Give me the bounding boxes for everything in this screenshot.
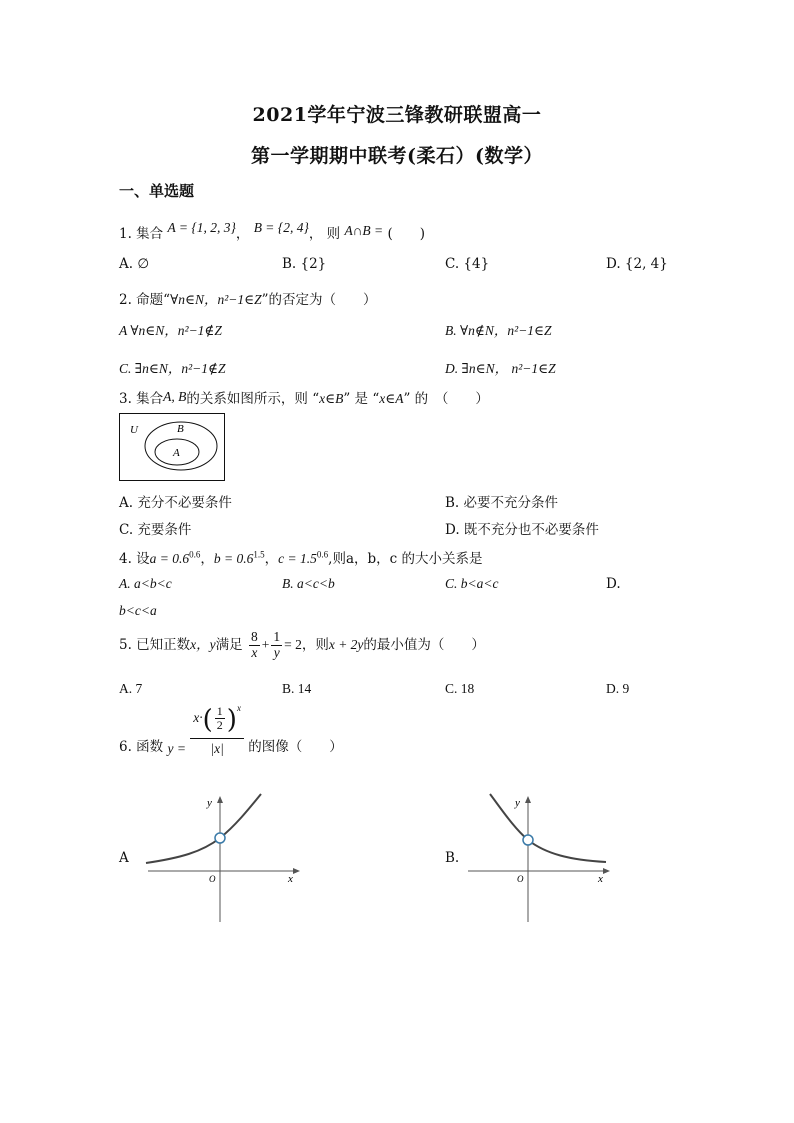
q3-option-b[interactable]: B. 必要不充分条件 [445,495,559,511]
fraction-1-over-y: $\frac{1}{y}$ [273,629,281,660]
q4-option-a[interactable]: A. a<b<c [119,576,172,591]
q1-option-c[interactable]: C. {4} [445,256,490,272]
graph-option-a [140,790,305,925]
q2-option-c[interactable]: C. ∃n∈N，n²−1∉Z [119,361,226,376]
set-a-def: A = {1, 2, 3} [167,220,236,235]
axis-label-y: y [515,797,520,809]
axis-label-x: x [288,873,293,885]
q4-option-d-value: b<c<a [119,603,157,618]
q2-option-a[interactable]: A ∀n∈N，n²−1∉Z [119,323,222,338]
intersection-expr: A∩B = [344,223,384,238]
q4-option-d[interactable]: D. [606,576,621,592]
exam-title-line1: 2021学年宁波三锋教研联盟高一 [252,104,542,126]
label-a: A [173,447,180,459]
y-arrow-icon [525,796,531,803]
q6-option-b[interactable]: B. [445,850,460,866]
curve [490,794,606,862]
set-b-def: B = {2, 4} [253,220,309,235]
q3-option-a[interactable]: A. 充分不必要条件 [119,495,232,511]
x-arrow-icon [603,868,610,874]
label-b: B [177,423,184,435]
q2-option-d[interactable]: D. ∃n∈N， n²−1∈Z [445,361,556,376]
curve [146,794,261,863]
q3-option-c[interactable]: C. 充要条件 [119,522,192,538]
y-arrow-icon [217,796,223,803]
q1-option-a[interactable]: A. ∅ [119,256,150,272]
q5-option-c[interactable]: C. 18 [445,681,475,696]
venn-diagram [119,413,225,481]
function-fraction: x·( $\frac{1}{2}$ )$^x$ |x| [190,707,244,757]
question-4-stem: 4. 设$a = 0.6^{0.6}$，$b = 0.6^{1.5}$，$c = 1.5^{0.6}$,则a，b，c 的大小关系是 [119,549,483,567]
q6-option-a[interactable]: A [119,850,129,866]
q4-option-b[interactable]: B. a<c<b [282,576,335,591]
q4-option-c[interactable]: C. b<a<c [445,576,499,591]
question-2-stem: 2. 命题“∀n∈N，n²−1∈Z”的否定为（ ） [119,292,377,308]
q5-option-b[interactable]: B. 14 [282,681,312,696]
q2-option-b[interactable]: B. ∀n∉N，n²−1∈Z [445,323,552,338]
q3-option-d[interactable]: D. 既不充分也不必要条件 [445,522,599,538]
graph-option-b [460,790,625,925]
axis-label-y: y [207,797,212,809]
question-6-stem: 6. 函数 y = x·( $\frac{1}{2}$ )$^x$ |x| 的图像（ ） [119,702,343,757]
q1-option-d[interactable]: D. {2, 4} [606,256,668,272]
section-heading: 一、单选题 [119,182,195,200]
origin-label: O [517,874,524,884]
origin-label: O [209,874,216,884]
proposition: ∀n∈N，n²−1∈Z [170,292,262,307]
q1-option-b[interactable]: B. {2} [282,256,327,272]
x-arrow-icon [293,868,300,874]
question-5-stem: 5. 已知正数x，y满足 $\frac{8}{x}$ + $\frac{1}{y}$ = 2，则x + 2y的最小值为（ ） [119,629,485,660]
question-3-stem: 3. 集合A, B的关系如图所示，则 “x∈B” 是 “x∈A” 的 （ ） [119,389,489,407]
question-1-stem: 1. 集合 A = {1, 2, 3}， B = {2, 4}， 则 A∩B = ( ) [119,220,426,242]
exam-title-line2: 第一学期期中联考(柔石）(数学） [251,145,543,167]
fraction-8-over-x: $\frac{8}{x}$ [250,629,258,660]
axis-label-x: x [598,873,603,885]
label-u: U [130,424,138,436]
open-point [215,833,225,843]
q5-option-d[interactable]: D. 9 [606,681,630,696]
open-point [523,835,533,845]
q5-option-a[interactable]: A. 7 [119,681,143,696]
